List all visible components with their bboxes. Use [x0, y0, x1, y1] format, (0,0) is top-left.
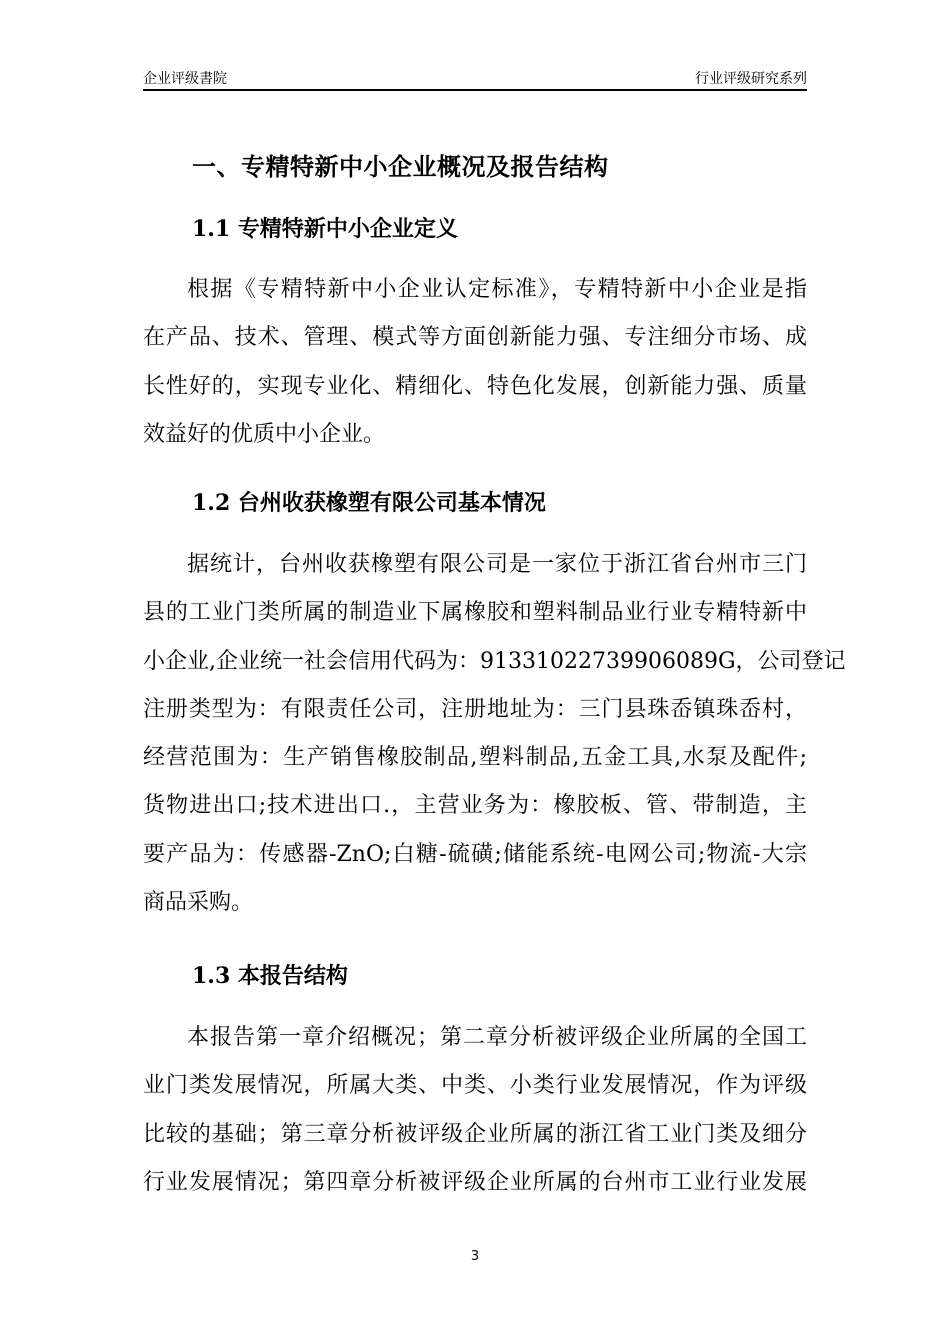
paragraph-line: 商品采购。 — [143, 890, 254, 916]
paragraph-line: 根据《专精特新中小企业认定标准》，专精特新中小企业是指 — [187, 277, 807, 302]
section-title-1-3: 1.3 本报告结构 — [192, 963, 348, 989]
section-1-2-paragraph — [143, 541, 846, 927]
paragraph-line: 长性好的，实现专业化、精细化、特色化发展，创新能力强、质量 — [143, 373, 807, 399]
header-left-title: 企业评级書院 — [143, 71, 227, 87]
section-1-3-paragraph — [143, 1014, 807, 1207]
paragraph-line: 小企业,企业统一社会信用代码为：91331022739906089G，公司登记 — [143, 648, 846, 674]
page-number: 3 — [470, 1249, 480, 1264]
header-rule — [143, 89, 807, 91]
paragraph-line: 注册类型为：有限责任公司，注册地址为：三门县珠岙镇珠岙村， — [143, 696, 807, 722]
chapter-title: 一、专精特新中小企业概况及报告结构 — [192, 152, 609, 181]
paragraph-line: 比较的基础；第三章分析被评级企业所属的浙江省工业门类及细分 — [143, 1121, 807, 1147]
paragraph-line: 效益好的优质中小企业。 — [143, 421, 386, 447]
paragraph-line: 要产品为：传感器-ZnO;白糖-硫磺;储能系统-电网公司;物流-大宗 — [143, 841, 807, 867]
section-title-1-1: 1.1 专精特新中小企业定义 — [192, 216, 458, 242]
section-1-1-paragraph — [143, 266, 807, 459]
paragraph-line: 县的工业门类所属的制造业下属橡胶和塑料制品业行业专精特新中 — [143, 600, 807, 626]
paragraph-line: 业门类发展情况，所属大类、中类、小类行业发展情况，作为评级 — [143, 1073, 807, 1099]
paragraph-line: 本报告第一章介绍概况；第二章分析被评级企业所属的全国工 — [187, 1025, 807, 1050]
paragraph-line: 据统计，台州收获橡塑有限公司是一家位于浙江省台州市三门 — [187, 552, 807, 577]
paragraph-line: 在产品、技术、管理、模式等方面创新能力强、专注细分市场、成 — [143, 325, 807, 351]
section-title-1-2: 1.2 台州收获橡塑有限公司基本情况 — [192, 490, 546, 516]
header-right-title: 行业评级研究系列 — [695, 71, 807, 87]
paragraph-line: 行业发展情况；第四章分析被评级企业所属的台州市工业行业发展 — [143, 1169, 807, 1195]
paragraph-line: 货物进出口;技术进出口.，主营业务为：橡胶板、管、带制造，主 — [143, 793, 807, 819]
paragraph-line: 经营范围为：生产销售橡胶制品,塑料制品,五金工具,水泵及配件; — [143, 745, 807, 771]
